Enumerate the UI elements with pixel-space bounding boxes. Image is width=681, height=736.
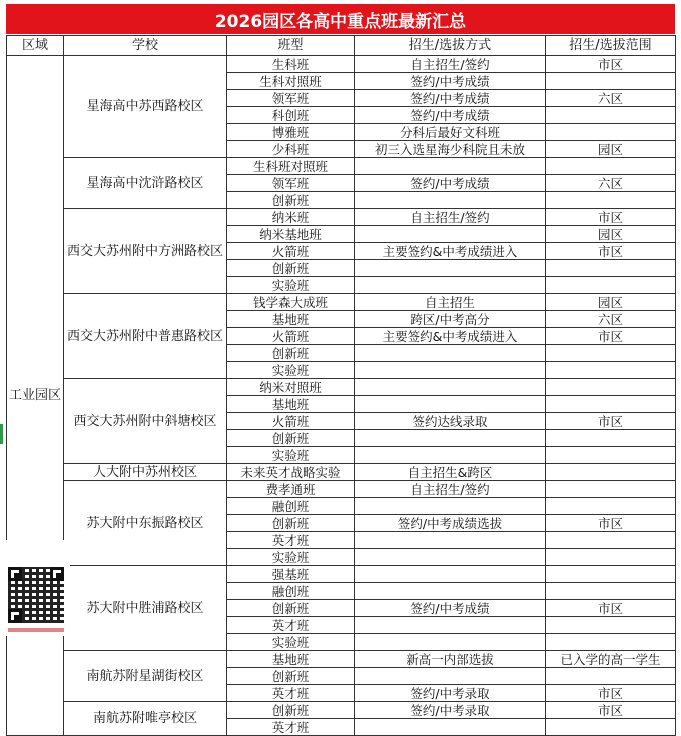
table-row — [7, 464, 676, 481]
method-cell — [355, 617, 546, 634]
scope-cell: 园区 — [546, 294, 676, 311]
school-cell: 星海高中苏西路校区 — [64, 56, 227, 158]
scope-cell — [546, 481, 676, 498]
method-cell: 初三入选星海少科院且未放 — [355, 141, 546, 158]
method-cell — [355, 447, 546, 464]
school-cell: 西交大苏州附中普惠路校区 — [64, 294, 227, 379]
table-row — [7, 702, 676, 719]
scope-cell — [546, 345, 676, 362]
scope-cell: 市区 — [546, 328, 676, 345]
class-type-cell: 强基班 — [227, 566, 355, 583]
scope-cell: 园区 — [546, 141, 676, 158]
scope-cell — [546, 549, 676, 566]
scope-cell — [546, 617, 676, 634]
class-type-cell: 创新班 — [227, 515, 355, 532]
method-cell: 签约/中考成绩 — [355, 107, 546, 124]
class-type-cell: 英才班 — [227, 532, 355, 549]
method-cell: 分科后最好文科班 — [355, 124, 546, 141]
summary-table — [6, 35, 676, 736]
school-cell: 南航苏附星湖街校区 — [64, 651, 227, 702]
method-cell: 签约/中考录取 — [355, 685, 546, 702]
header-class-type: 班型 — [227, 36, 355, 56]
class-type-cell: 创新班 — [227, 345, 355, 362]
scope-cell — [546, 566, 676, 583]
scope-cell: 六区 — [546, 175, 676, 192]
school-cell: 星海高中沈浒路校区 — [64, 158, 227, 209]
scope-cell — [546, 379, 676, 396]
method-cell — [355, 226, 546, 243]
method-cell — [355, 498, 546, 515]
class-type-cell: 科创班 — [227, 107, 355, 124]
method-cell: 签约/中考成绩 — [355, 90, 546, 107]
scope-cell — [546, 73, 676, 90]
class-type-cell: 领军班 — [227, 90, 355, 107]
class-type-cell: 融创班 — [227, 498, 355, 515]
scope-cell: 市区 — [546, 702, 676, 719]
class-type-cell: 基地班 — [227, 311, 355, 328]
class-type-cell: 钱学森大成班 — [227, 294, 355, 311]
class-type-cell: 纳米基地班 — [227, 226, 355, 243]
method-cell: 跨区/中考高分 — [355, 311, 546, 328]
class-type-cell: 英才班 — [227, 685, 355, 702]
scope-cell: 市区 — [546, 413, 676, 430]
method-cell: 主要签约&中考成绩进入 — [355, 243, 546, 260]
class-type-cell: 火箭班 — [227, 243, 355, 260]
table-body — [7, 56, 676, 736]
qr-finder-icon — [8, 609, 22, 623]
scope-cell: 市区 — [546, 243, 676, 260]
scope-cell — [546, 124, 676, 141]
scope-cell — [546, 498, 676, 515]
scope-cell — [546, 158, 676, 175]
class-type-cell: 实验班 — [227, 362, 355, 379]
table-row — [7, 56, 676, 73]
qr-finder-icon — [8, 567, 22, 581]
scope-cell — [546, 396, 676, 413]
method-cell: 自主招生/签约 — [355, 56, 546, 73]
method-cell: 签约/中考成绩 — [355, 73, 546, 90]
class-type-cell: 实验班 — [227, 447, 355, 464]
class-type-cell: 创新班 — [227, 430, 355, 447]
method-cell: 主要签约&中考成绩进入 — [355, 328, 546, 345]
scope-cell — [546, 260, 676, 277]
class-type-cell: 创新班 — [227, 702, 355, 719]
school-cell: 西交大苏州附中斜塘校区 — [64, 379, 227, 464]
scope-cell: 六区 — [546, 311, 676, 328]
method-cell: 签约达线录取 — [355, 413, 546, 430]
header-scope: 招生/选拔范围 — [546, 36, 676, 56]
method-cell — [355, 379, 546, 396]
table-row — [7, 481, 676, 498]
school-cell: 南航苏附唯亭校区 — [64, 702, 227, 736]
scope-cell — [546, 362, 676, 379]
scope-cell — [546, 464, 676, 481]
method-cell — [355, 634, 546, 651]
table-row — [7, 651, 676, 668]
method-cell: 自主招生/签约 — [355, 481, 546, 498]
scope-cell: 市区 — [546, 56, 676, 73]
class-type-cell: 火箭班 — [227, 413, 355, 430]
method-cell — [355, 396, 546, 413]
class-type-cell: 创新班 — [227, 192, 355, 209]
method-cell — [355, 719, 546, 736]
header-school: 学校 — [64, 36, 227, 56]
class-type-cell: 实验班 — [227, 549, 355, 566]
method-cell — [355, 362, 546, 379]
method-cell: 签约/中考录取 — [355, 702, 546, 719]
qr-footer-strip — [8, 628, 64, 632]
scope-cell: 市区 — [546, 600, 676, 617]
class-type-cell: 生科班对照班 — [227, 158, 355, 175]
class-type-cell: 基地班 — [227, 651, 355, 668]
school-cell: 人大附中苏州校区 — [64, 464, 227, 481]
scope-cell — [546, 447, 676, 464]
header-method: 招生/选拔方式 — [355, 36, 546, 56]
school-cell: 西交大苏州附中方洲路校区 — [64, 209, 227, 294]
scope-cell — [546, 192, 676, 209]
method-cell: 自主招生&跨区 — [355, 464, 546, 481]
sheet-edge-marker — [0, 424, 3, 444]
school-cell: 苏大附中东振路校区 — [64, 481, 227, 566]
class-type-cell: 创新班 — [227, 260, 355, 277]
scope-cell: 市区 — [546, 209, 676, 226]
method-cell — [355, 668, 546, 685]
class-type-cell: 创新班 — [227, 668, 355, 685]
class-type-cell: 实验班 — [227, 634, 355, 651]
method-cell — [355, 345, 546, 362]
scope-cell: 已入学的高一学生 — [546, 651, 676, 668]
class-type-cell: 未来英才战略实验 — [227, 464, 355, 481]
method-cell — [355, 192, 546, 209]
region-cell: 工业园区 — [7, 56, 64, 736]
scope-cell: 六区 — [546, 90, 676, 107]
method-cell: 签约/中考成绩选拔 — [355, 515, 546, 532]
scope-cell — [546, 668, 676, 685]
table-row — [7, 566, 676, 583]
method-cell — [355, 158, 546, 175]
method-cell — [355, 549, 546, 566]
class-type-cell: 领军班 — [227, 175, 355, 192]
class-type-cell: 基地班 — [227, 396, 355, 413]
qr-caption-strip — [6, 542, 68, 550]
qr-finder-icon — [50, 567, 64, 581]
scope-cell — [546, 277, 676, 294]
method-cell: 自主招生 — [355, 294, 546, 311]
method-cell — [355, 430, 546, 447]
class-type-cell: 纳米班 — [227, 209, 355, 226]
scope-cell: 园区 — [546, 226, 676, 243]
method-cell: 签约/中考成绩 — [355, 175, 546, 192]
scope-cell — [546, 634, 676, 651]
table-row — [7, 379, 676, 396]
class-type-cell: 生科对照班 — [227, 73, 355, 90]
method-cell — [355, 583, 546, 600]
class-type-cell: 生科班 — [227, 56, 355, 73]
method-cell: 签约/中考成绩 — [355, 600, 546, 617]
qr-code-sticker — [4, 540, 70, 636]
method-cell — [355, 260, 546, 277]
table-row — [7, 158, 676, 175]
method-cell: 新高一内部选拔 — [355, 651, 546, 668]
class-type-cell: 英才班 — [227, 617, 355, 634]
class-type-cell: 少科班 — [227, 141, 355, 158]
method-cell: 自主招生/签约 — [355, 209, 546, 226]
method-cell — [355, 566, 546, 583]
school-cell: 苏大附中胜浦路校区 — [64, 566, 227, 651]
scope-cell — [546, 583, 676, 600]
class-type-cell: 融创班 — [227, 583, 355, 600]
scope-cell — [546, 532, 676, 549]
sheet-title: 2026园区各高中重点班最新汇总 — [6, 4, 675, 34]
scope-cell — [546, 107, 676, 124]
class-type-cell: 费孝通班 — [227, 481, 355, 498]
method-cell — [355, 532, 546, 549]
scope-cell: 市区 — [546, 515, 676, 532]
method-cell — [355, 277, 546, 294]
scope-cell: 市区 — [546, 685, 676, 702]
class-type-cell: 英才班 — [227, 719, 355, 736]
class-type-cell: 火箭班 — [227, 328, 355, 345]
header-region: 区域 — [7, 36, 64, 56]
class-type-cell: 纳米对照班 — [227, 379, 355, 396]
scope-cell — [546, 719, 676, 736]
class-type-cell: 实验班 — [227, 277, 355, 294]
scope-cell — [546, 430, 676, 447]
header-row — [7, 36, 676, 56]
class-type-cell: 创新班 — [227, 600, 355, 617]
class-type-cell: 博雅班 — [227, 124, 355, 141]
table-row — [7, 209, 676, 226]
table-row — [7, 294, 676, 311]
